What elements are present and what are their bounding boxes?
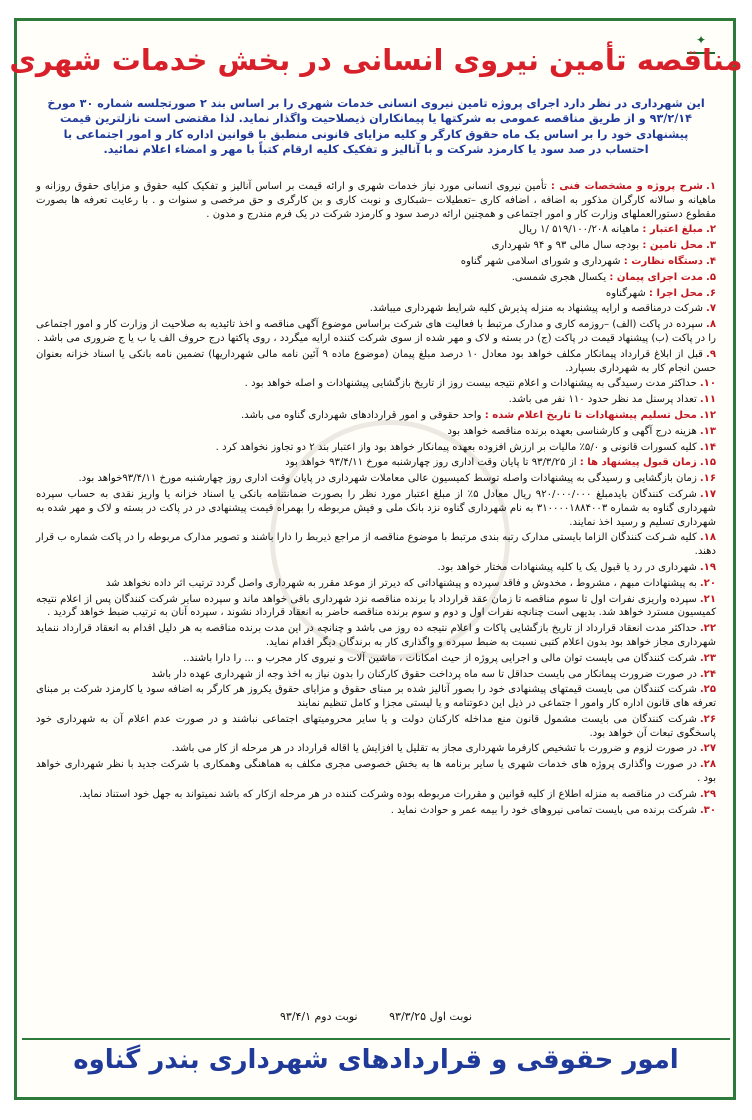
publication-dates [0,1010,752,1030]
item-text: شهرداری و شورای اسلامی شهر گناوه [460,255,621,267]
list-item [36,425,716,439]
list-item [36,668,716,682]
list-item [36,302,716,316]
list-item [36,561,716,575]
list-item [36,488,716,529]
list-item [36,409,716,423]
intro-paragraph: این شهرداری در نظر دارد اجرای پروژه تامین نیروی انسانی خدمات شهری را بر اساس بند ۲ صورتجلسه شماره ۳۰ مورخ ۹۳/۲/۱۴ و از طریق مناقصه عمومی به شرکتها یا پیمانکاران ذیصلاحیت واگذار نماید. لذا مقتضی است نازلترین قیمت پیشنهادی خود را بر اساس یک ماه حقوق کارگر و کلیه مزایای قانونی منطبق با قوانین اداره کار و امور اجتماعی با احتساب در صد سود یا کارمزد شرکت و با آنالیز و تفکیک کلیه ارقام کتباً با مهر و امضاء اعلام نمائید. [47,97,705,157]
list-item [36,377,716,391]
list-item [36,348,716,376]
item-number: ۹. [706,348,717,360]
item-number: ۲۴. [699,668,716,680]
item-number: ۲۹. [699,788,716,800]
publisher-logo-icon: ✦ [687,30,715,54]
second-publication-date: نوبت دوم ۹۳/۴/۱ [279,1010,358,1023]
item-number: ۱۸. [699,532,716,544]
item-text: سپرده واریزی نفرات اول تا سوم مناقصه تا زمان عقد قرارداد با برنده مناقصه نزد شهرداری باقی خواهد ماند و سپرده سایر شرکت کنندگان پس از اعلام نتیجه کمیسیون مسترد خواهد شد. بدیهی است چنانچه نفرات اول و دوم و سوم برنده مناقصه حاضر به انعقاد قرارداد نشوند ، سپرده آنان به ترتیب ضبط خواهد گردید . [36,593,716,619]
item-number: ۱۵. [699,457,716,469]
item-text: حداکثر مدت انعقاد قرارداد از تاریخ بازگشایی پاکات و اعلام نتیجه ده روز می باشد و چنانچه در این مدت برنده مناقصه به هر دلیل اقدام به انعقاد قرارداد ننماید شهرداری مجاز خواهد بود بدون اعلام کتبی نسبت به ضبط سپرده و واگذاری کار به برندگان دیگر اقدام نماید. [36,623,716,648]
item-number: ۲۸. [699,759,716,771]
list-item [36,652,716,666]
item-text: شهرداری در رد یا قبول یک یا کلیه پیشنهادات مختار خواهد بود. [437,561,697,573]
item-label: زمان قبول پیشنهاد ها : [579,457,697,469]
footer-signature: امور حقوقی و قراردادهای شهرداری بندر گناوه [22,1038,730,1080]
item-number: ۶. [705,287,716,299]
item-label: مدت اجرای پیمان : [609,271,703,283]
list-item [36,271,716,285]
list-item [36,531,716,559]
list-item [36,593,716,621]
list-item [36,456,716,470]
item-text: شرکت کنندگان می بایست قیمتهای پیشنهادی خود را بصور آنالیز شده بر مبنای حقوق و مزایای حقوق یکروز هر کارگر به اضافه سود یا کارمزد شرکت بر مبنای تعرفه های قانون اداره کار وامور ا جتماعی در ذیل این دعوتنامه و یا لیستی مجزا و کامل تنظیم نمایند [36,684,716,710]
list-item [36,788,716,802]
item-label: محل تامین : [642,240,703,252]
item-number: ۴. [705,255,716,267]
item-label: محل تسلیم پیشنهادات تا تاریخ اعلام شده : [484,409,697,421]
first-publication-date: نوبت اول ۹۳/۳/۲۵ [389,1010,473,1023]
item-text: هزینه درج آگهی و کارشناسی بعهده برنده مناقصه خواهد بود [447,425,697,437]
item-number: ۱۳. [699,425,716,437]
list-item [36,804,716,818]
item-text: تعداد پرسنل مد نظر حدود ۱۱۰ نفر می باشد. [508,394,697,406]
item-number: ۱۹. [699,561,716,573]
item-number: ۸. [705,319,716,331]
item-number: ۲۵. [699,684,716,696]
item-number: ۲۶. [699,713,716,725]
list-item [36,287,716,301]
item-label: شرح پروژه و مشخصات فنی : [550,181,703,192]
item-number: ۲. [705,224,716,236]
item-number: ۱۷. [699,488,716,500]
item-number: ۱۴. [699,441,716,453]
item-number: ۲۰. [699,577,716,589]
item-number: ۲۱. [699,593,716,605]
list-item [36,255,716,269]
list-item [36,683,716,711]
item-number: ۵. [705,271,716,283]
item-number: ۱۰. [699,378,716,390]
item-text: بودجه سال مالی ۹۳ و ۹۴ شهرداری [491,240,640,252]
list-item [36,742,716,756]
item-number: ۲۲. [699,623,716,635]
list-item [36,713,716,741]
list-item [36,239,716,253]
list-item [36,223,716,237]
item-text: سپرده در پاکت (الف) –روزمه کاری و مدارک مرتبط با فعالیت های شرکت براساس موضوع آگهی مناقصه و اخذ تائیدیه به صلاحیت از وزارت کار و امور اجتماعی را در پاکت (ب) پیشنهاد قیمت در پاکت (ج) در بسته و لاک و مهر شده از سوی شرکت کننده ارایه میگردد ، روی پاکتها درج حروف الف یا ب یا ج ضروری می باشد . [36,319,716,344]
list-item [36,393,716,407]
item-number: ۱۱. [699,394,716,406]
item-text: شرکت برنده می بایست تمامی نیروهای خود را بیمه عمر و حوادث نماید . [390,804,697,816]
item-text: تأمین نیروی انسانی مورد نیاز خدمات شهری و ارائه قیمت بر اساس آنالیز و تفکیک کلیه حقوق و مزایای حقوق روزانه و ماهیانه و سالانه کارگران مذکور به اضافه ، اضافه کاری –تعطیلات –شبکاری و نوبت کاری و بن کارگری و حق مرخصی و سنوات و . با رعایت تعرفه ها بصورت مقطوع دستورالعملهای وزارت کار و امور اجتماعی و همچنین ارائه درصد سود و کارمزد شرکت در یک فرم مندرج و مدون . [36,181,716,220]
item-text: زمان بازگشایی و رسیدگی به پیشنهادات واصله توسط کمیسیون عالی معاملات شهرداری در پایان وقت اداری روز چهارشنبه مورخ ۹۳/۴/۱۱خواهد بود. [78,473,697,485]
item-text: در صورت واگذاری پروژه های خدمات شهری یا سایر برنامه ها به بخش خصوصی مجری مکلف به هماهنگی وهمکاری با شرکت جدید با نظر شهرداری خواهد بود . [36,759,716,785]
item-number: ۷. [705,303,716,315]
list-item [36,318,716,346]
list-item [36,180,716,221]
item-text: در صورت ضرورت پیمانکار می بایست حداقل تا سه ماه پرداخت حقوق کارکنان را بدون نیاز به اخذ وجه از شهرداری عهده دار باشد [151,668,697,680]
list-item [36,472,716,486]
page-title: مناقصه تأمین نیروی انسانی در بخش خدمات شهری [9,43,743,77]
item-number: ۱۶. [699,473,716,485]
item-number: ۲۷. [699,743,716,755]
item-text: کلیه شـرکت کنندگان الزاما بایستی مدارک رتبه بندی مرتبط با موضوع مناقصه از مراجع ذیربط را دارا باشند و تصویر مدارک مربوطه را در پاکت شماره ب قرار دهند. [36,532,716,558]
item-label: محل اجرا : [648,287,703,299]
item-text: یکسال هجری شمسی. [511,271,607,283]
item-number: ۳. [705,240,716,252]
item-label: مبلغ اعتبار : [642,224,703,236]
list-item [36,622,716,650]
item-text: قبل از ابلاغ قرارداد پیمانکار مکلف خواهد بود معادل ۱۰ درصد مبلغ پیمان (موضوع ماده ۹ آئین نامه مالی شهرداریها) تضمین نامه بانکی یا اسناد خزانه بعنوان حسن انجام کار به شهرداری بسپارد. [36,348,716,374]
item-text: ماهیانه ۵۱۹/۱۰۰/۲۰۸ /۱ ریال [518,224,640,236]
item-number: ۳۰. [699,804,716,816]
conditions-list [36,180,716,990]
item-number: ۱. [705,181,716,192]
item-label: دستگاه نظارت : [623,255,703,267]
item-text: حداکثر مدت رسیدگی به پیشنهادات و اعلام نتیجه بیست روز از تاریخ بازگشایی پیشنهادات و اصله خواهد بود . [244,378,697,390]
list-item [36,758,716,786]
item-number: ۱۲. [699,409,716,421]
item-text: شرکت کنندگان بایدمبلغ ۹۲۰/۰۰۰/۰۰۰ ریال معادل ۵٪ از مبلغ اعتبار مورد نظر را بصورت ضمانتنامه بانکی یا اسناد خزانه یا واریز نقدی به حساب سپرده شهرداری گناوه به شماره ۳۱۰۰۰۰۱۸۸۴۰۰۳ به نام شهرداری گناوه نزد بانک ملی و فیش مربوطه را بهمراه قیمت پیشنهادی در در پاکت در بسته و لاک و مهر شده به شهرداری تسلیم و رسید اخذ نمایند. [36,488,716,528]
item-text: شرکت در مناقصه به منزله اطلاع از کلیه قوانین و مقررات مربوطه بوده وشرکت کننده در هر مرحله ازکار که باشد نمیتواند به جهل خود استناد نماید. [78,788,697,800]
item-text: به پیشنهادات مبهم ، مشروط ، مخدوش و فاقد سپرده و پیشنهاداتی که دیرتر از موعد مقرر به شهرداری واصل گردد ترتیب اثر داده نخواهد شد [105,577,697,589]
item-text: شرکت درمناقصه و ارایه پیشنهاد به منزله پذیرش کلیه شرایط شهرداری میباشد. [369,303,703,315]
item-text: شهرگناوه [605,287,646,299]
item-text: از ۹۳/۳/۲۵ تا پایان وقت اداری روز چهارشنبه مورخ ۹۳/۴/۱۱ خواهد بود [285,457,577,469]
list-item [36,441,716,455]
item-text: واحد حقوقی و امور قراردادهای شهرداری گناوه می باشد. [240,409,482,421]
item-text: شرکت کنندگان می بایست مشمول قانون منع مداخله کارکنان دولت و یا سایر محرومیتهای اجتماعی نباشند و در صورت عدم اعلام آن به شهرداری خود پاسخگوی تبعات آن خواهد بود. [36,713,716,739]
item-number: ۲۳. [699,652,716,664]
item-text: در صورت لزوم و ضرورت با تشخیص کارفرما شهرداری مجاز به تقلیل یا افزایش یا اقاله قرارداد در هر مرحله از کار می باشد. [171,743,697,755]
item-text: کلیه کسورات قانونی و ۵/۰٪ مالیات بر ارزش افزوده بعهده پیمانکار خواهد بود واز اعتبار بند ۲ دو تجاوز نخواهد کرد . [215,441,697,453]
item-text: شرکت کنندگان می بایست توان مالی و اجرایی پروژه از حیث امکانات ، ماشین آلات و نیروی کار مجرب و ... را دارا باشند.. [183,652,697,664]
list-item [36,577,716,591]
